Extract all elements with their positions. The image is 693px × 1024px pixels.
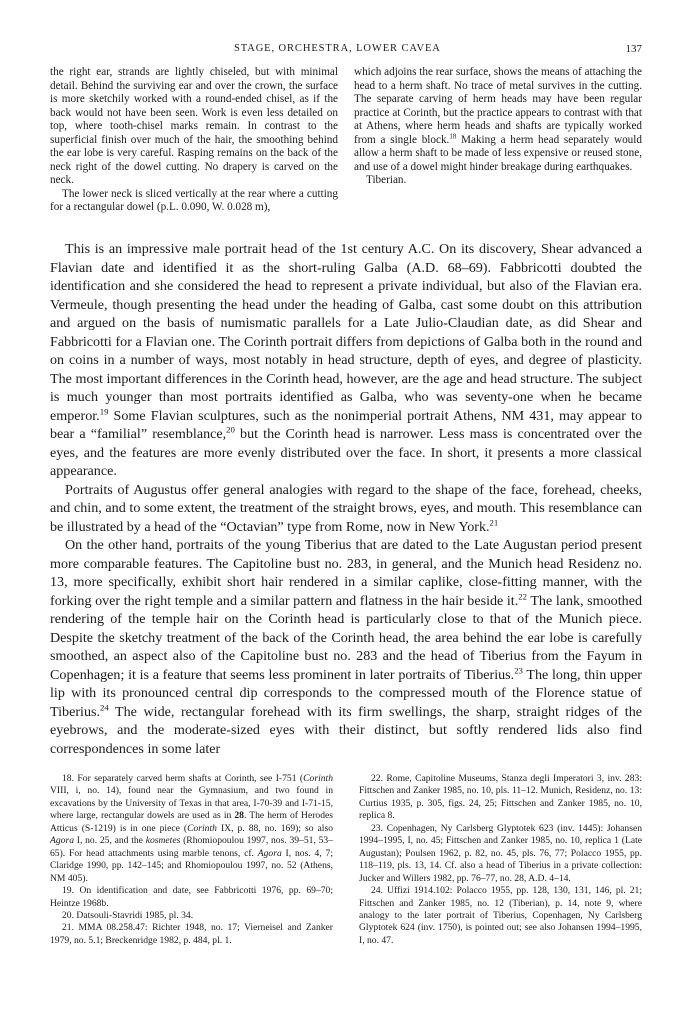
footnote-ref: 22 [518, 590, 527, 601]
footnotes [50, 773, 642, 947]
footnotes-left-column [50, 773, 333, 947]
footnote-23: 23. Copenhagen, Ny Carlsberg Glyptotek 623 (inv. 1445): Johansen 1994–1995, I, no. 45; Fittschen and Zanker 1985, no. 10, replica 1 (Late Augustan); Poulsen 1962, p. 82, no. 45, pls. 76, 77; Polacco 1955, pp. 118–119, pls. 13, 14. Cf. also a head of Tiberius in a private collection: Jucker and Willers 1982, pp. 76–77, no. 28, A.D. 4–14. [359, 822, 642, 884]
footnote-ref: 23 [514, 664, 523, 675]
body-paragraph: Portraits of Augustus offer general analogies with regard to the shape of the face, forehead, cheeks, and chin, and to some extent, the treatment of the straight brows, eyes, and mouth. This resemblance can be illustrated by a head of the “Octavian” type from Rome, now in New York.$^{21}$ [50, 481, 642, 535]
description-paragraph: the right ear, strands are lightly chiseled, but with minimal detail. Behind the surviving ear and over the crown, the surface is more sketchily worked with a round-ended chisel, as if the back would not have been seen. Work is even less detailed on top, where tooth-chisel marks remain. In contrast to the superficial finish over much of the hair, the smoothing behind the ear lobe is very careful. Rasping remains on the back of the neck right of the dowel cutting. No drapery is carved on the neck. [50, 66, 338, 187]
description-paragraph: The lower neck is sliced vertically at the rear where a cutting for a rectangular dowel (p.L. 0.090, W. 0.028 m), [50, 187, 338, 214]
body-paragraph: On the other hand, portraits of the young Tiberius that are dated to the Late Augustan period present more comparable features. The Capitoline bust no. 283, in general, and the Munich head Residenz no. 13, more specifically, exhibit short hair rendered in a similar caplike, close-fitting manner, with the forking over the right temple and a similar pattern and flatness in the hair beside it.$^{22}$ The lank, smoothed rendering of the temple hair on the Corinth head is particularly close to that of the Munich piece. Despite the sketchy treatment of the back of the Corinth head, the area behind the ear lobe is carefully smoothed, an aspect also of the Capitoline bust no. 283 and the head of Tiberius from the Fayum in Copenhagen; it is a feature that seems less prominent in later portraits of Tiberius.$^{23}$ The long, thin upper lip with its pronounced central dip corresponds to the compressed mouth of the Florence statue of Tiberius.$^{24}$ The wide, rectangular forehead with its firm swellings, the sharp, straight ridges of the eyebrows, and the moderate-sized eyes with their distinct, but softly rendered lids also find correspondences in some later [50, 537, 642, 757]
body-paragraph: This is an impressive male portrait head of the 1st century A.C. On its discovery, Shear advanced a Flavian date and identified it as the short-ruling Galba (A.D. 68–69). Fabbricotti doubted the identification and she considered the head to represent a private individual, but also of the Flavian era. Vermeule, though presenting the head under the heading of Galba, cast some doubt on this attribution and argued on the basis of numismatic parallels for a Late Julio-Claudian date, as did Shear and Fabbricotti for a Flavian one. The Corinth portrait differs from depictions of Galba both in the round and on coins in a number of ways, most notably in head structure, depth of eyes, and degree of plasticity. The most important differences in the Corinth head, however, are the age and head structure. The subject is much younger than most portraits identified as Galba, who was seventy-one when he became emperor.$^{19}$ Some Flavian sculptures, such as the nonimperial portrait Athens, NM 431, may appear to bear a “familial” resemblance,$^{20}$ but the Corinth head is narrower. Less mass is concentrated over the eyes, and the features are more evenly distributed over the face. In short, it presents a more classical appearance. [50, 241, 643, 479]
footnote-ref: 18 [449, 132, 457, 140]
footnote-22: 22. Rome, Capitoline Museums, Stanza degli Imperatori 3, inv. 283: Fittschen and Zanker 1985, no. 10, pls. 11–12. Munich, Residenz, no. 13: Curtius 1935, p. 305, figs. 24, 25; Fittschen and Zanker 1985, no. 10, replica 8. [359, 773, 642, 822]
discussion-text [50, 240, 642, 758]
era-abbrev: A.C. [407, 241, 435, 257]
catalog-entry-left-column [50, 66, 338, 215]
footnote-24: 24. Uffizi 1914.102: Polacco 1955, pp. 128, 130, 131, 146, pl. 21; Fittschen and Zanker 1985, no. 12 (Tiberian), p. 14, note 9, where analogy to the later portrait of Tiberius, Copenhagen, Ny Carlsberg Glyptotek 624 (inv. 1750), is pointed out; see also Johansen 1994–1995, I, no. 47. [359, 885, 642, 946]
footnotes-right-column [359, 773, 642, 947]
footnote-18: 18. For separately carved herm shafts at Corinth, see I-751 (Corinth VIII, i, no. 14), found near the Gymnasium, and two found in excavations by the University of Texas in that area, I-70-39 and I-71-15, where large, rectangular dowels are used as in 28. The herm of Herodes Atticus (S-1219) is in one piece (Corinth IX, p. 88, no. 169); so also Agora I, no. 25, and the kosmetes (Rhomiopoulou 1997, nos. 39–51, 53–65). For head attachments using marble tenons, cf. Agora I, nos. 4, 7; Claridge 1990, pp. 142–145; and Rhomiopoulou 1997, no. 52 (Athens, NM 405). [50, 773, 333, 884]
footnote-21: 21. MMA 08.258.47: Richter 1948, no. 17; Vierneisel and Zanker 1979, no. 5.1; Breckenridge 1982, p. 484, pl. 1. [50, 922, 333, 946]
description-paragraph: which adjoins the rear surface, shows the means of attaching the head to a herm shaft. No trace of metal survives in the cutting. The separate carving of herm heads may have been regular practice at Corinth, but the practice appears to contrast with that at Athens, where herm heads and shafts are typically worked from a single block.$^{18}$ Making a herm head separately would allow a herm shaft to be made of less expensive or reused stone, and use of a dowel might hinder breakage during earthquakes. [354, 66, 642, 173]
date-label: Tiberian. [366, 174, 407, 187]
footnote-ref: 20 [226, 424, 235, 435]
page-number: 137 [625, 43, 642, 55]
era-abbrev: A.D. [528, 872, 547, 884]
catalog-entry-right-column [354, 66, 642, 215]
catalog-entry-columns [50, 66, 642, 215]
footnote-20: 20. Datsouli-Stavridi 1985, pl. 34. [62, 909, 194, 921]
footnote-ref: 19 [99, 405, 109, 416]
footnote-ref: 24 [100, 701, 109, 712]
footnote-19: 19. On identification and date, see Fabbricotti 1976, pp. 69–70; Heintze 1968b. [50, 885, 333, 909]
running-title: STAGE, ORCHESTRA, LOWER CAVEA [234, 43, 441, 54]
era-abbrev: A.D. [411, 259, 439, 276]
running-header [50, 43, 642, 57]
footnote-ref: 21 [489, 516, 499, 527]
